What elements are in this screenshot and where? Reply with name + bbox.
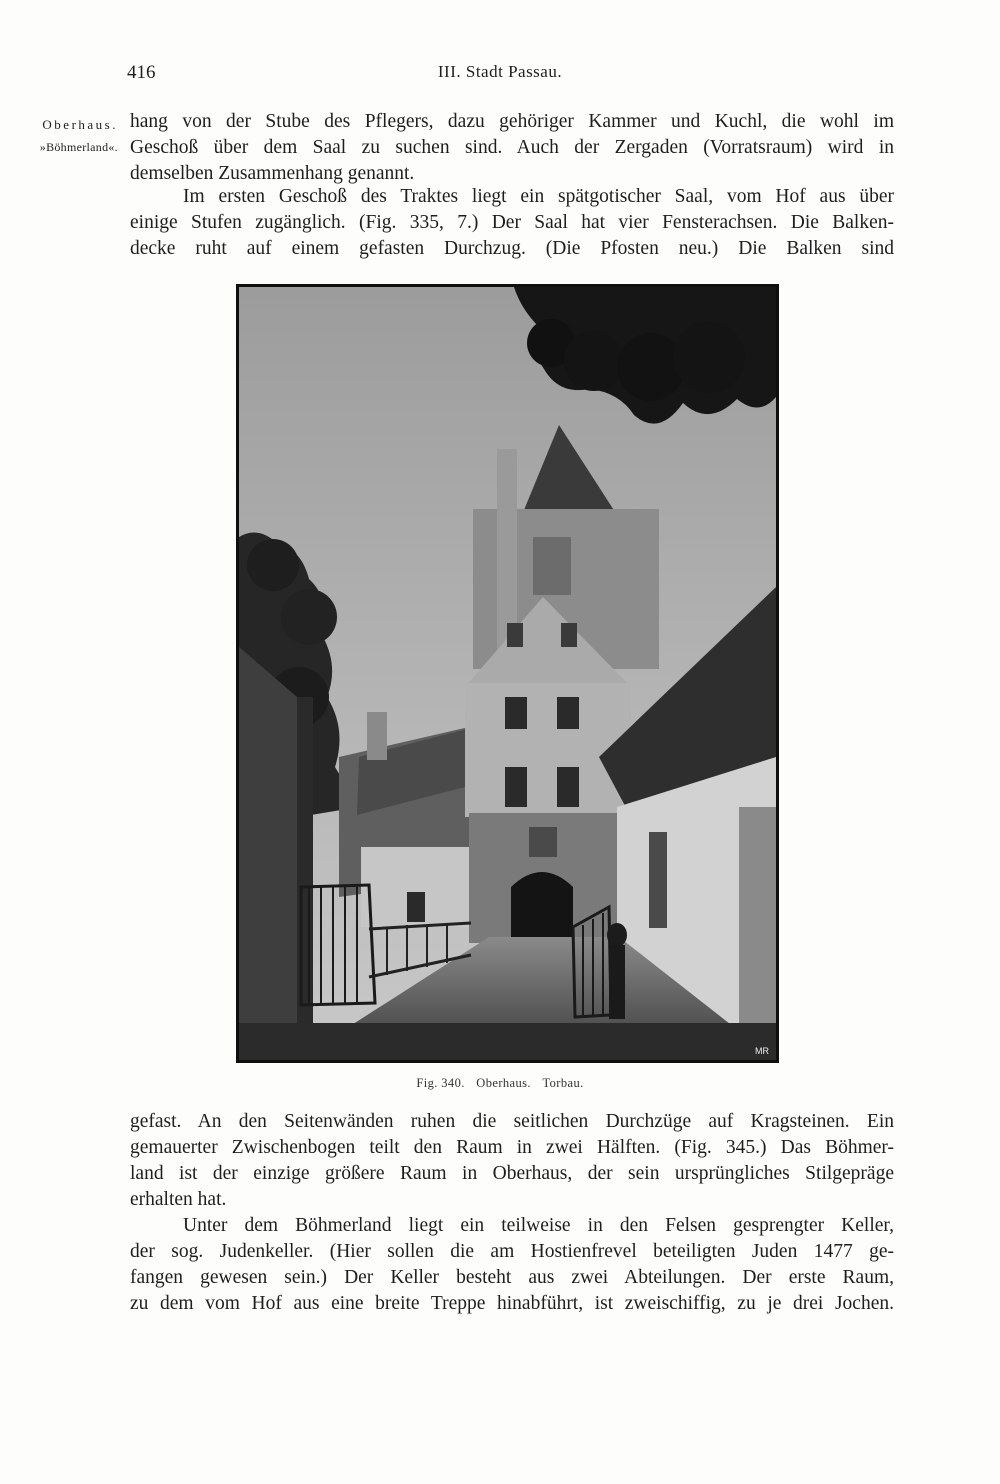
paragraph-2-line-3: decke ruht auf einem gefasten Durchzug. (Die Pfosten neu.) Die Balken sind	[130, 238, 894, 259]
figure-monogram: MR	[755, 1046, 769, 1056]
paragraph-4-line-3: fangen gewesen sein.) Der Keller besteht aus zwei Abteilungen. Der erste Raum,	[130, 1267, 894, 1288]
paragraph-4-line-2: der sog. Judenkeller. (Hier sollen die am Hostienfrevel beteiligten Juden 1477 ge-	[130, 1241, 894, 1262]
running-head: III. Stadt Passau.	[437, 62, 563, 81]
paragraph-2-line-2: einige Stufen zugänglich. (Fig. 335, 7.) Der Saal hat vier Fensterachsen. Die Balken-	[130, 212, 894, 233]
paragraph-3-line-4: erhalten hat.	[130, 1189, 227, 1210]
paragraph-1-line-1: hang von der Stube des Pflegers, dazu gehöriger Kammer und Kuchl, die wohl im	[130, 111, 894, 132]
paragraph-3-line-2: gemauerter Zwischenbogen teilt den Raum in zwei Hälften. (Fig. 345.) Das Böhmer-	[130, 1137, 894, 1158]
paragraph-1-line-2: Geschoß über dem Saal zu suchen sind. Auch der Zergaden (Vorratsraum) wird in	[130, 137, 894, 158]
margin-note-oberhaus: Oberhaus.	[42, 117, 118, 132]
figure-place: Oberhaus.	[476, 1076, 531, 1090]
paragraph-1-line-3: demselben Zusammenhang genannt.	[130, 163, 415, 184]
margin-note-boehmerland: »Böhmerland«.	[39, 140, 118, 154]
page-number: 416	[127, 62, 156, 83]
paragraph-3-line-1: gefast. An den Seitenwänden ruhen die seitlichen Durchzüge auf Kragsteinen. Ein	[130, 1111, 894, 1132]
figure-caption	[0, 1076, 1000, 1091]
paragraph-4-line-4: zu dem vom Hof aus eine breite Treppe hinabführt, ist zweischiffig, zu je drei Jochen.	[130, 1293, 894, 1314]
paragraph-2-line-1: Im ersten Geschoß des Traktes liegt ein spätgotischer Saal, vom Hof aus über	[183, 186, 894, 207]
figure-number: Fig. 340.	[416, 1076, 465, 1090]
figure-photograph-torbau	[236, 284, 779, 1063]
paragraph-3-line-3: land ist der einzige größere Raum in Oberhaus, der sein ursprüngliches Stilgepräge	[130, 1163, 894, 1184]
paragraph-4-line-1: Unter dem Böhmerland liegt ein teilweise in den Felsen gesprengter Keller,	[183, 1215, 894, 1236]
figure-title: Torbau.	[542, 1076, 584, 1090]
